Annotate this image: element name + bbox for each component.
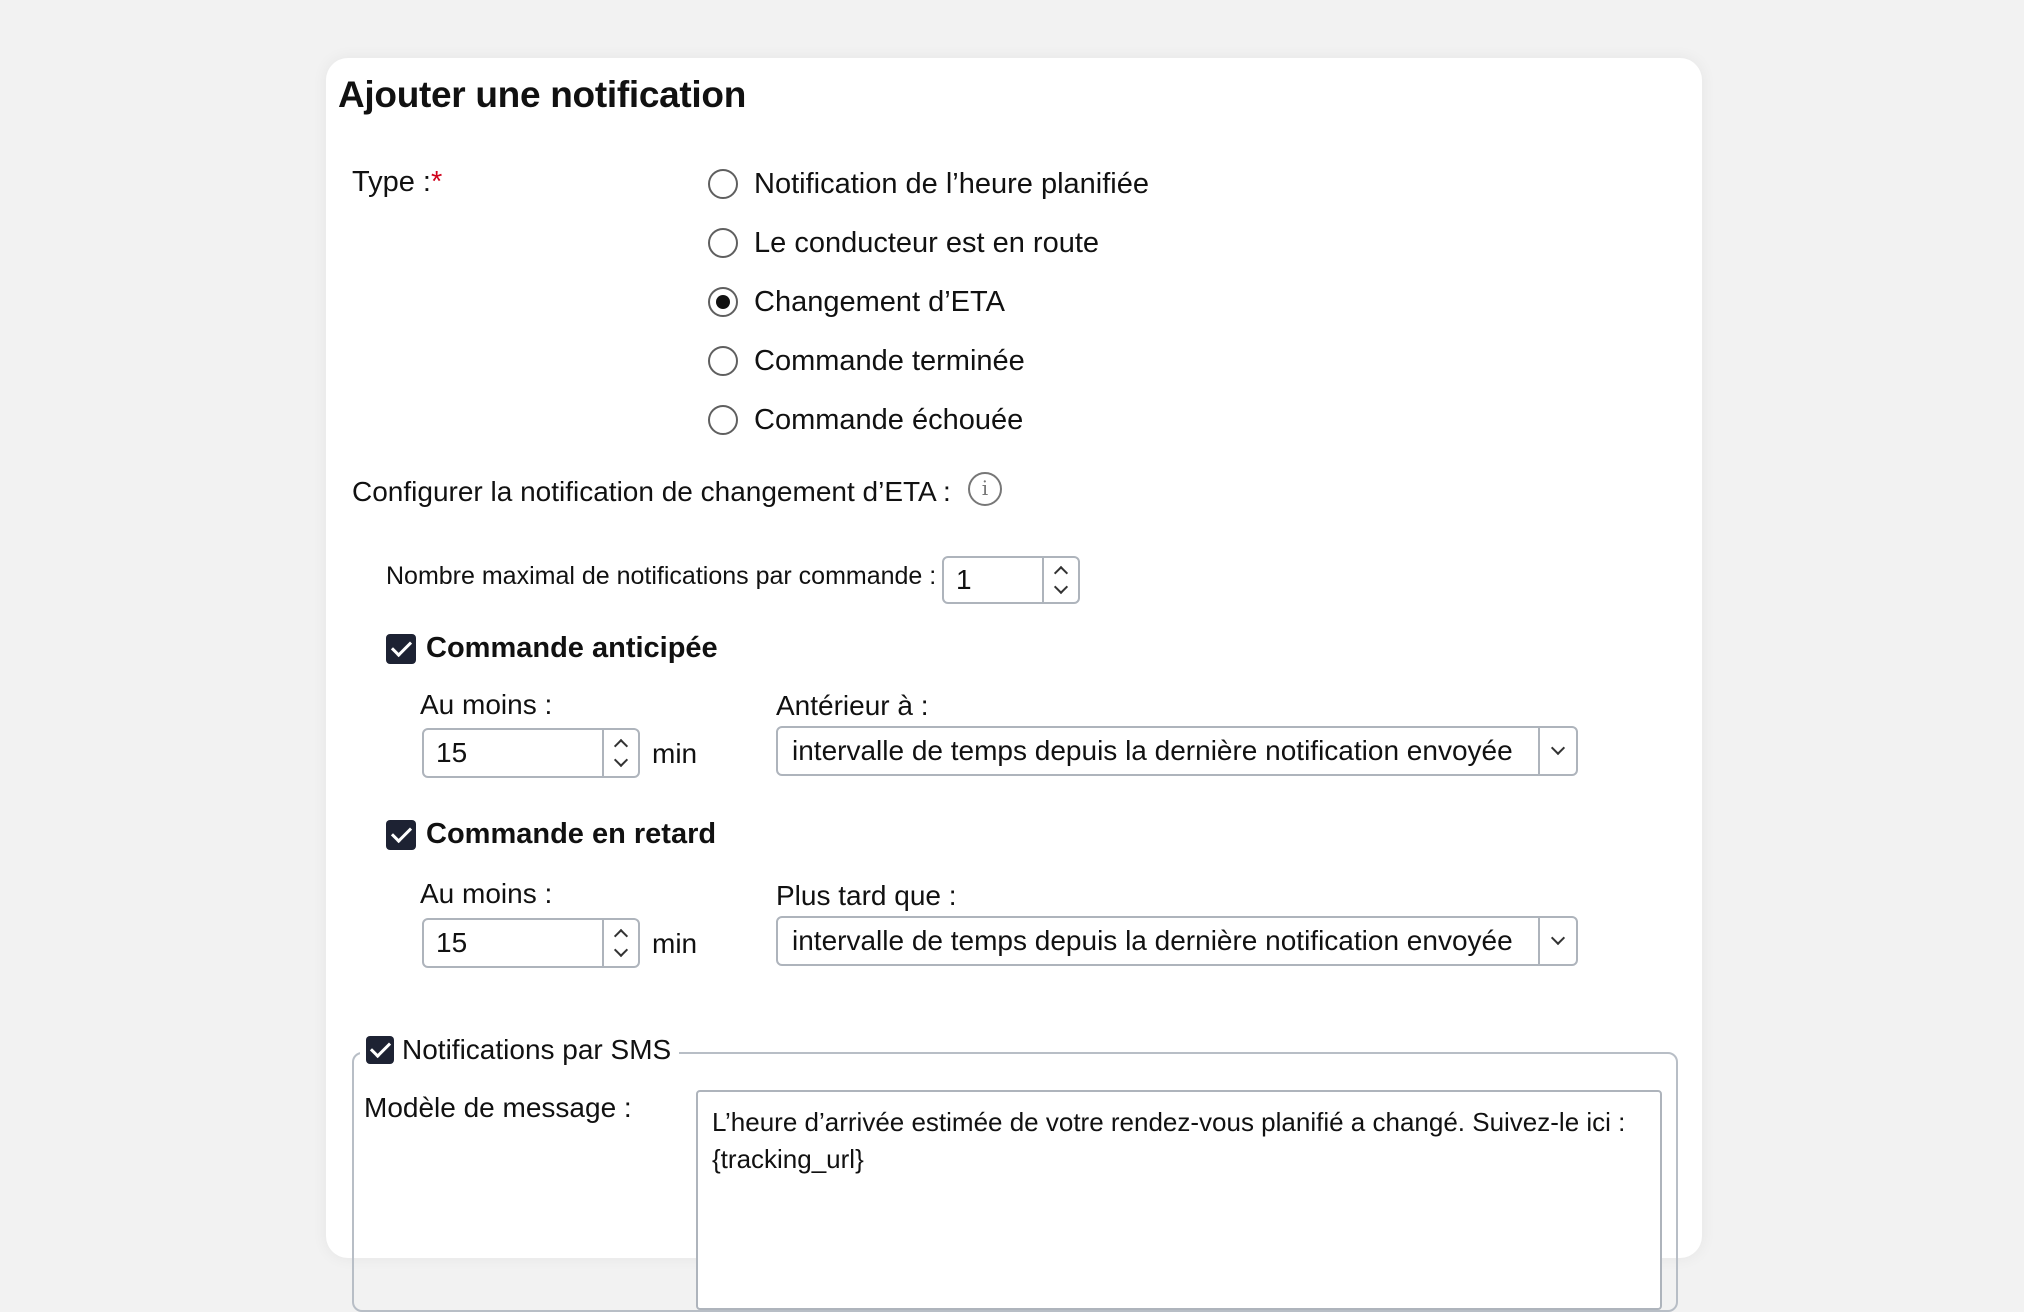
radio-label: Changement d’ETA bbox=[754, 285, 1005, 318]
radio-unchecked-icon[interactable] bbox=[708, 346, 738, 376]
early-min-value[interactable]: 15 bbox=[436, 737, 468, 768]
late-compare-value[interactable]: intervalle de temps depuis la dernière notification envoyée bbox=[792, 925, 1513, 956]
late-min-unit: min bbox=[652, 928, 698, 959]
radio-label: Notification de l’heure planifiée bbox=[754, 167, 1149, 200]
radio-unchecked-icon[interactable] bbox=[708, 228, 738, 258]
message-template-label: Modèle de message : bbox=[364, 1092, 632, 1123]
max-notifications-value[interactable]: 1 bbox=[956, 564, 972, 595]
early-min-stepper[interactable] bbox=[422, 728, 640, 778]
type-label-text: Type : bbox=[352, 166, 431, 198]
sms-notifications-label: Notifications par SMS bbox=[402, 1034, 672, 1065]
radio-label: Le conducteur est en route bbox=[754, 226, 1100, 259]
early-order-label: Commande anticipée bbox=[426, 632, 718, 664]
early-compare-select[interactable] bbox=[776, 726, 1578, 776]
max-notifications-stepper[interactable] bbox=[942, 556, 1080, 604]
message-template-textarea[interactable]: L’heure d’arrivée estimée de votre rendez-vous planifié a changé. Suivez-le ici : {tracking_url} bbox=[696, 1090, 1662, 1310]
radio-label: Commande terminée bbox=[754, 344, 1025, 377]
add-notification-card bbox=[326, 58, 1702, 1258]
late-compare-select[interactable] bbox=[776, 916, 1578, 966]
late-order-checkbox-row[interactable] bbox=[386, 818, 716, 851]
early-compare-value[interactable]: intervalle de temps depuis la dernière notification envoyée bbox=[792, 735, 1513, 766]
chevron-up-down-icon[interactable] bbox=[602, 730, 638, 776]
late-min-stepper[interactable] bbox=[422, 918, 640, 968]
chevron-down-icon[interactable] bbox=[1538, 918, 1576, 964]
radio-option-scheduled-time[interactable] bbox=[708, 164, 1149, 204]
radio-option-order-failed[interactable] bbox=[708, 400, 1023, 440]
required-marker: * bbox=[431, 166, 443, 198]
radio-option-driver-en-route[interactable] bbox=[708, 223, 1099, 263]
radio-option-order-completed[interactable] bbox=[708, 341, 1025, 381]
chevron-down-icon[interactable] bbox=[1538, 728, 1576, 774]
radio-unchecked-icon[interactable] bbox=[708, 169, 738, 199]
early-min-label: Au moins : bbox=[420, 689, 553, 720]
info-icon[interactable]: i bbox=[968, 472, 1002, 506]
radio-unchecked-icon[interactable] bbox=[708, 405, 738, 435]
eta-config-label: Configurer la notification de changement d’ETA : bbox=[352, 476, 951, 507]
checkbox-checked-icon[interactable] bbox=[386, 820, 416, 850]
radio-label: Commande échouée bbox=[754, 403, 1024, 436]
early-compare-label: Antérieur à : bbox=[776, 690, 929, 721]
max-notifications-label: Nombre maximal de notifications par commande : bbox=[386, 562, 937, 590]
late-order-label: Commande en retard bbox=[426, 818, 717, 850]
chevron-up-down-icon[interactable] bbox=[602, 920, 638, 966]
radio-option-eta-change[interactable] bbox=[708, 282, 1005, 322]
early-min-unit: min bbox=[652, 738, 698, 769]
checkbox-checked-icon[interactable] bbox=[366, 1036, 394, 1064]
late-min-value[interactable]: 15 bbox=[436, 927, 468, 958]
chevron-up-down-icon[interactable] bbox=[1042, 558, 1078, 602]
late-compare-label: Plus tard que : bbox=[776, 880, 957, 911]
radio-checked-icon[interactable] bbox=[708, 287, 738, 317]
type-label bbox=[352, 166, 442, 199]
late-min-label: Au moins : bbox=[420, 878, 553, 909]
page-title: Ajouter une notification bbox=[338, 74, 747, 115]
sms-legend[interactable] bbox=[360, 1034, 679, 1066]
checkbox-checked-icon[interactable] bbox=[386, 634, 416, 664]
early-order-checkbox-row[interactable] bbox=[386, 632, 718, 665]
